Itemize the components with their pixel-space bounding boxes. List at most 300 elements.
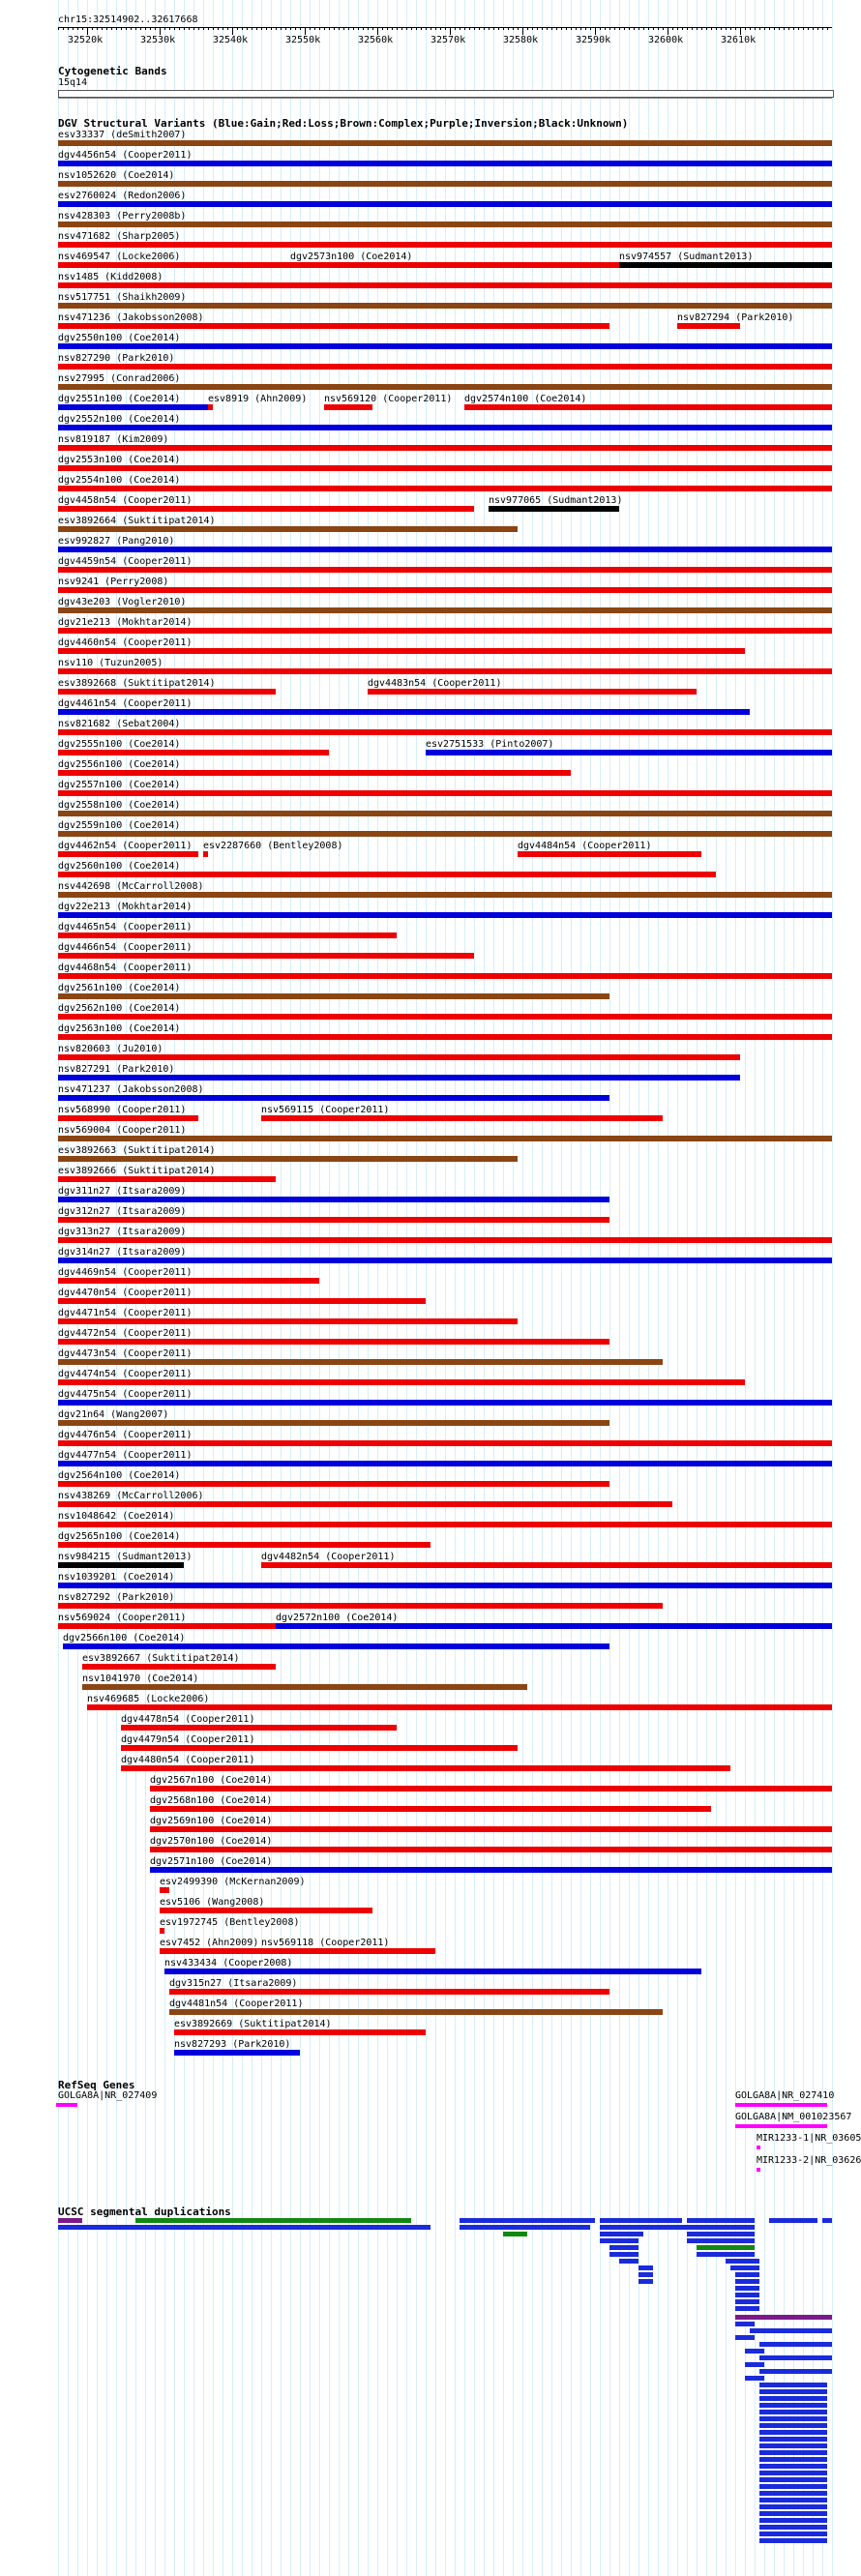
variant-label: dgv4462n54 (Cooper2011) [58,841,193,851]
ruler-minor-tick [237,27,238,30]
variant-bar[interactable] [58,323,609,329]
ruler-minor-tick [111,27,112,30]
variant-label: dgv21e213 (Mokhtar2014) [58,617,193,628]
ruler-minor-tick [285,27,286,30]
segdup-block[interactable] [600,2218,682,2223]
variant-bar[interactable] [58,486,832,491]
variant-label: dgv2570n100 (Coe2014) [150,1836,273,1847]
ruler-minor-tick [455,27,456,30]
variant-bar[interactable] [58,1176,276,1182]
segdup-block[interactable] [759,2498,827,2502]
variant-label: esv3892668 (Suktitipat2014) [58,678,216,689]
variant-label: dgv4479n54 (Cooper2011) [121,1734,255,1745]
segdup-block[interactable] [735,2322,755,2326]
ruler-minor-tick [310,27,311,30]
variant-bar[interactable] [58,1278,319,1284]
variant-bar[interactable] [58,811,832,816]
segdup-block[interactable] [460,2225,590,2230]
variant-bar[interactable] [58,729,832,735]
variant-bar[interactable] [58,1440,832,1446]
variant-bar[interactable] [160,1908,372,1913]
segdup-block[interactable] [687,2232,755,2236]
segdup-block[interactable] [735,2335,755,2340]
variant-label: dgv2553n100 (Coe2014) [58,455,181,465]
variant-label: dgv2556n100 (Coe2014) [58,759,181,770]
variant-bar[interactable] [203,851,208,857]
variant-label: dgv4482n54 (Cooper2011) [261,1552,396,1562]
variant-bar[interactable] [58,1318,518,1324]
segdup-block[interactable] [58,2225,430,2230]
segdup-block[interactable] [759,2383,827,2387]
segdup-block[interactable] [750,2328,832,2333]
variant-label: dgv4474n54 (Cooper2011) [58,1369,193,1379]
variant-bar[interactable] [58,648,745,654]
gene-mir1233-2[interactable] [757,2168,760,2172]
variant-label: nsv827294 (Park2010) [677,312,794,323]
variant-bar[interactable] [58,1258,832,1263]
ruler-minor-tick [803,27,804,30]
variant-bar[interactable] [58,953,474,959]
variant-bar[interactable] [518,851,701,857]
ruler-minor-tick [92,27,93,30]
ruler-minor-tick [353,27,354,30]
variant-bar[interactable] [121,1725,397,1731]
variant-label: dgv2557n100 (Coe2014) [58,780,181,790]
segdup-block[interactable] [735,2306,759,2311]
variant-label: esv1972745 (Bentley2008) [160,1917,300,1928]
variant-bar[interactable] [58,750,329,755]
variant-label: dgv2568n100 (Coe2014) [150,1795,273,1806]
segdup-block[interactable] [759,2511,827,2516]
variant-bar[interactable] [58,892,832,898]
variant-bar[interactable] [82,1664,276,1670]
segdup-block[interactable] [759,2484,827,2489]
track-separator [58,98,832,99]
variant-bar[interactable] [464,404,832,410]
segdup-block[interactable] [687,2238,755,2243]
ruler-minor-tick [764,27,765,30]
variant-bar[interactable] [58,445,832,451]
ruler-minor-tick [426,27,427,30]
refseq-track-title: RefSeq Genes [58,2079,135,2091]
variant-bar[interactable] [58,181,832,187]
ruler-minor-tick [721,27,722,30]
variant-bar[interactable] [121,1765,730,1771]
ruler-minor-tick [179,27,180,30]
segdup-block[interactable] [759,2389,827,2394]
variant-bar[interactable] [58,161,832,166]
ruler-minor-tick [198,27,199,30]
variant-label: nsv1485 (Kidd2008) [58,272,163,282]
variant-label: dgv2562n100 (Coe2014) [58,1003,181,1014]
ruler-minor-tick [566,27,567,30]
ruler-minor-tick [706,27,707,30]
ruler-minor-tick [406,27,407,30]
ruler-minor-tick [58,27,59,30]
variant-bar[interactable] [58,1095,609,1101]
variant-label: dgv4472n54 (Cooper2011) [58,1328,193,1339]
ruler-minor-tick [87,27,88,30]
variant-label: dgv4456n54 (Cooper2011) [58,150,193,161]
variant-bar[interactable] [58,790,832,796]
variant-bar[interactable] [58,1522,832,1527]
segdup-block[interactable] [600,2225,687,2230]
variant-bar[interactable] [58,1501,672,1507]
ruler-minor-tick [150,27,151,30]
segdup-block[interactable] [58,2218,82,2223]
ruler-minor-tick [435,27,436,30]
variant-bar[interactable] [58,770,571,776]
segdup-block[interactable] [460,2218,595,2223]
segdup-block[interactable] [759,2369,832,2374]
ruler-minor-tick [798,27,799,30]
variant-bar[interactable] [58,1115,198,1121]
variant-bar[interactable] [160,1887,169,1893]
variant-bar[interactable] [58,1481,609,1487]
variant-label: dgv2567n100 (Coe2014) [150,1775,273,1786]
segdup-block[interactable] [697,2245,755,2250]
segdup-block[interactable] [759,2410,827,2414]
variant-label: nsv110 (Tuzun2005) [58,658,163,668]
variant-bar[interactable] [58,364,832,370]
segdup-block[interactable] [697,2252,755,2257]
variant-bar[interactable] [58,1298,426,1304]
variant-bar[interactable] [58,567,832,573]
variant-bar[interactable] [58,872,716,877]
variant-bar[interactable] [58,1603,663,1609]
segdup-block[interactable] [600,2238,638,2243]
variant-bar[interactable] [58,1562,184,1568]
variant-label: esv2751533 (Pinto2007) [426,739,554,750]
variant-bar[interactable] [164,1969,701,1974]
variant-bar[interactable] [150,1786,832,1791]
segdup-block[interactable] [687,2218,755,2223]
variant-bar[interactable] [58,1136,832,1141]
variant-bar[interactable] [58,912,832,918]
segdup-block[interactable] [759,2396,827,2401]
variant-bar[interactable] [58,343,832,349]
segdup-block[interactable] [735,2299,759,2304]
ruler-minor-tick [813,27,814,30]
segdup-block[interactable] [730,2265,759,2270]
variant-bar[interactable] [58,993,609,999]
variant-bar[interactable] [58,689,276,695]
variant-bar[interactable] [58,973,832,979]
ruler-minor-tick [474,27,475,30]
variant-bar[interactable] [58,1054,740,1060]
ruler-minor-tick [82,27,83,30]
cytoband-label: 15q14 [58,77,88,88]
gene-golga8a-right[interactable] [735,2103,827,2107]
variant-bar[interactable] [58,851,198,857]
ruler-minor-tick [290,27,291,30]
segdup-block[interactable] [759,2504,827,2509]
variant-bar[interactable] [58,587,832,593]
segdup-block[interactable] [687,2225,755,2230]
ruler-minor-tick [368,27,369,30]
variant-bar[interactable] [160,1928,164,1934]
ruler-minor-tick [295,27,296,30]
variant-bar[interactable] [58,425,832,430]
ruler-minor-tick [401,27,402,30]
ruler-minor-tick [213,27,214,30]
variant-bar[interactable] [82,1684,527,1690]
variant-label: nsv827291 (Park2010) [58,1064,175,1075]
variant-bar[interactable] [174,2029,426,2035]
ruler-minor-tick [774,27,775,30]
cytoband-bar [58,90,834,98]
variant-label: dgv315n27 (Itsara2009) [169,1978,298,1989]
gene-label-mir1233-2: MIR1233-2|NR_03626 [757,2155,861,2166]
variant-label: nsv471682 (Sharp2005) [58,231,181,242]
segdup-block[interactable] [759,2518,827,2523]
ruler-minor-tick [484,27,485,30]
variant-bar[interactable] [489,506,619,512]
ruler-minor-tick [155,27,156,30]
variant-bar[interactable] [58,526,518,532]
segdup-block[interactable] [745,2376,764,2381]
segdup-block[interactable] [735,2279,759,2284]
variant-bar[interactable] [58,1075,740,1081]
variant-label: dgv2558n100 (Coe2014) [58,800,181,811]
variant-bar[interactable] [150,1847,832,1852]
segdup-block[interactable] [759,2450,827,2455]
segdup-block[interactable] [759,2423,827,2428]
variant-bar[interactable] [58,222,832,227]
segdup-block[interactable] [759,2491,827,2496]
segdup-block[interactable] [619,2259,638,2264]
variant-bar[interactable] [58,1156,518,1162]
segdup-block[interactable] [600,2232,643,2236]
ruler-minor-tick [663,27,664,30]
variant-bar[interactable] [58,201,832,207]
variant-bar[interactable] [58,709,750,715]
ruler-minor-tick [653,27,654,30]
variant-label: dgv4469n54 (Cooper2011) [58,1267,193,1278]
segdup-block[interactable] [759,2437,827,2442]
variant-bar[interactable] [58,465,832,471]
variant-bar[interactable] [174,2050,300,2056]
ruler-minor-tick [595,27,596,30]
segdup-block[interactable] [759,2538,827,2543]
ruler-minor-tick [164,27,165,30]
variant-bar[interactable] [58,668,832,674]
segdup-block[interactable] [759,2416,827,2421]
variant-bar[interactable] [58,1339,609,1345]
ruler-tick-label: 32600k [648,35,684,45]
variant-bar[interactable] [87,1704,832,1710]
ruler-minor-tick [416,27,417,30]
variant-bar[interactable] [58,547,832,552]
variant-bar[interactable] [160,1948,261,1954]
gene-golga8a-left[interactable] [56,2103,77,2107]
variant-label: esv3892666 (Suktitipat2014) [58,1166,216,1176]
variant-bar[interactable] [58,282,832,288]
segdup-block[interactable] [759,2457,827,2462]
variant-bar[interactable] [58,1197,609,1202]
segdup-block[interactable] [822,2218,832,2223]
segdup-block[interactable] [759,2477,827,2482]
ruler-minor-tick [605,27,606,30]
segdup-block[interactable] [638,2279,653,2284]
variant-label: nsv819187 (Kim2009) [58,434,169,445]
variant-bar[interactable] [58,1542,430,1548]
variant-bar[interactable] [58,1217,609,1223]
variant-label: dgv4465n54 (Cooper2011) [58,922,193,933]
ruler-minor-tick [169,27,170,30]
variant-bar[interactable] [58,628,832,634]
variant-label: nsv569024 (Cooper2011) [58,1613,187,1623]
variant-label: dgv2566n100 (Coe2014) [63,1633,186,1643]
variant-bar[interactable] [208,404,213,410]
ruler-minor-tick [348,27,349,30]
variant-bar[interactable] [276,1623,832,1629]
ruler-minor-tick [551,27,552,30]
segdup-block[interactable] [745,2362,764,2367]
variant-bar[interactable] [121,1745,518,1751]
segdup-block[interactable] [609,2245,638,2250]
ruler-minor-tick [208,27,209,30]
segdup-block[interactable] [638,2265,653,2270]
segdup-block[interactable] [759,2464,827,2469]
variant-label: dgv2571n100 (Coe2014) [150,1856,273,1867]
segdup-block[interactable] [638,2272,653,2277]
variant-bar[interactable] [58,1400,832,1406]
variant-bar[interactable] [58,607,832,613]
ruler-minor-tick [532,27,533,30]
variant-bar[interactable] [58,1034,832,1040]
variant-bar[interactable] [261,1948,435,1954]
variant-bar[interactable] [368,689,697,695]
variant-label: dgv4484n54 (Cooper2011) [518,841,652,851]
ruler-minor-tick [266,27,267,30]
variant-bar[interactable] [58,1379,745,1385]
segdup-block[interactable] [769,2218,817,2223]
variant-bar[interactable] [150,1806,711,1812]
variant-bar[interactable] [169,1989,609,1995]
variant-label: nsv1052620 (Coe2014) [58,170,175,181]
variant-bar[interactable] [58,506,474,512]
variant-label: nsv568990 (Cooper2011) [58,1105,187,1115]
variant-bar[interactable] [150,1867,832,1873]
ruler-minor-tick [730,27,731,30]
segdup-block[interactable] [759,2525,827,2530]
variant-bar[interactable] [619,262,832,268]
variant-bar[interactable] [58,933,397,938]
segdup-block[interactable] [726,2259,759,2264]
segdup-block[interactable] [735,2272,759,2277]
ruler-minor-tick [106,27,107,30]
variant-bar[interactable] [58,1420,609,1426]
ruler-minor-tick [135,27,136,30]
segdup-block[interactable] [759,2403,827,2408]
segdup-block[interactable] [503,2232,527,2236]
variant-bar[interactable] [677,323,740,329]
variant-label: nsv984215 (Sudmant2013) [58,1552,193,1562]
segdup-block[interactable] [135,2218,411,2223]
ruler-minor-tick [571,27,572,30]
variant-bar[interactable] [58,1014,832,1020]
dgv-track-title: DGV Structural Variants (Blue:Gain;Red:Loss;Brown:Complex;Purple;Inversion;Black:Unknown) [58,117,629,130]
variant-label: nsv1048642 (Coe2014) [58,1511,175,1522]
ruler-minor-tick [609,27,610,30]
ruler-minor-tick [527,27,528,30]
variant-bar[interactable] [58,384,832,390]
segdup-block[interactable] [759,2342,832,2347]
segdup-block[interactable] [735,2286,759,2291]
ruler-minor-tick [827,27,828,30]
variant-label: dgv4481n54 (Cooper2011) [169,1999,304,2009]
variant-label: dgv2563n100 (Coe2014) [58,1023,181,1034]
variant-bar[interactable] [290,262,609,268]
ruler-minor-tick [716,27,717,30]
ruler-minor-tick [817,27,818,30]
variant-bar[interactable] [58,1461,832,1466]
variant-bar[interactable] [58,303,832,309]
variant-label: esv3892667 (Suktitipat2014) [82,1653,240,1664]
gene-golga8a-mn[interactable] [735,2124,827,2128]
variant-label: nsv1039201 (Coe2014) [58,1572,175,1583]
variant-bar[interactable] [261,1115,663,1121]
segdup-block[interactable] [759,2355,832,2360]
gene-label-mir1233-1: MIR1233-1|NR_03605 [757,2133,861,2144]
variant-label: dgv21n64 (Wang2007) [58,1409,169,1420]
variant-bar[interactable] [58,831,832,837]
segdup-block[interactable] [609,2252,638,2257]
ruler-tick-label: 32520k [68,35,104,45]
variant-bar[interactable] [426,750,832,755]
variant-bar[interactable] [58,1583,832,1588]
variant-bar[interactable] [58,1359,663,1365]
segdup-block[interactable] [745,2349,764,2354]
segdup-block[interactable] [735,2315,832,2320]
variant-bar[interactable] [63,1643,609,1649]
ruler-minor-tick [77,27,78,30]
variant-label: dgv4475n54 (Cooper2011) [58,1389,193,1400]
ruler-minor-tick [203,27,204,30]
variant-bar[interactable] [150,1826,832,1832]
variant-bar[interactable] [58,404,208,410]
variant-bar[interactable] [58,1623,276,1629]
variant-label: dgv313n27 (Itsara2009) [58,1227,187,1237]
segdup-block[interactable] [759,2471,827,2475]
segdup-block[interactable] [735,2293,759,2297]
ruler-minor-tick [174,27,175,30]
ruler-minor-tick [68,27,69,30]
variant-bar[interactable] [58,140,832,146]
ruler-minor-tick [305,27,306,30]
variant-bar[interactable] [324,404,372,410]
ruler-minor-tick [339,27,340,30]
ruler-minor-tick [788,27,789,30]
segdup-block[interactable] [759,2443,827,2448]
variant-bar[interactable] [58,1237,832,1243]
variant-label: dgv4466n54 (Cooper2011) [58,942,193,953]
variant-bar[interactable] [58,242,832,248]
variant-bar[interactable] [169,2009,663,2015]
segdup-block[interactable] [759,2532,827,2536]
gene-mir1233-1[interactable] [757,2146,760,2149]
variant-label: nsv569118 (Cooper2011) [261,1938,390,1948]
variant-label: dgv4476n54 (Cooper2011) [58,1430,193,1440]
ruler-minor-tick [97,27,98,30]
variant-label: dgv4478n54 (Cooper2011) [121,1714,255,1725]
variant-label: esv7452 (Ahn2009) [160,1938,259,1948]
variant-bar[interactable] [261,1562,832,1568]
segdup-block[interactable] [759,2430,827,2435]
variant-label: dgv22e213 (Mokhtar2014) [58,902,193,912]
ruler-minor-tick [377,27,378,30]
